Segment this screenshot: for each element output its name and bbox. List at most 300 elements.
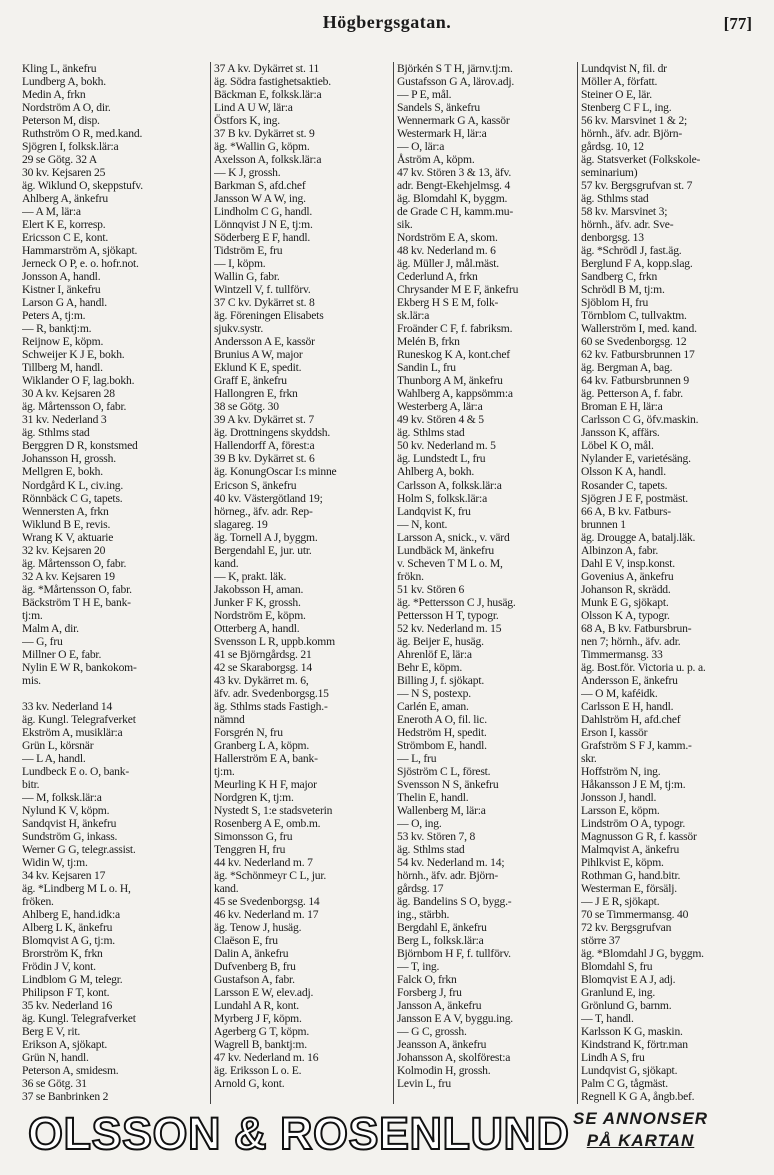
directory-entry: Jansson E A V, byggu.ing. <box>397 1012 514 1026</box>
directory-entry: 58 kv. Marsvinet 3; <box>581 205 668 219</box>
directory-entry: äg. *Blomdahl J G, byggm. <box>581 947 704 961</box>
directory-entry: Hedström H, spedit. <box>397 725 487 739</box>
directory-entry: 47 kv. Nederland m. 16 <box>214 1051 319 1065</box>
directory-entry: Frödin J V, kont. <box>22 960 96 974</box>
directory-entry: Lindström O A, typogr. <box>581 816 686 830</box>
directory-entry: Lundbeck E o. O, bank- <box>22 764 129 778</box>
directory-entry: — G C, grossh. <box>397 1025 467 1039</box>
directory-entry: äg. Sthlms stad <box>397 426 465 440</box>
directory-entry: seminarium) <box>581 166 638 180</box>
directory-entry: Wrang K V, aktuarie <box>22 530 114 544</box>
directory-entry: Hammarström A, sjökapt. <box>22 244 138 258</box>
directory-entry: sik. <box>397 218 413 232</box>
directory-entry: Peterson M, disp. <box>22 114 100 128</box>
directory-entry: Barkman S, afd.chef <box>214 179 306 193</box>
directory-entry: hörnh., äfv. adr. Sve- <box>581 218 674 232</box>
directory-entry: Pihlkvist E, köpm. <box>581 855 664 869</box>
directory-entry: Ahrenlöf E, lär:a <box>397 647 472 661</box>
directory-entry: Larsson A, snick., v. värd <box>397 530 510 544</box>
directory-entry: Meurling K H F, major <box>214 777 317 791</box>
directory-entry: Hallongren E, frkn <box>214 387 298 401</box>
directory-entry: Lindh A S, fru <box>581 1051 645 1065</box>
directory-entry: Nystedt S, 1:e stadsveterin <box>214 803 333 817</box>
directory-entry: Ekström A, musiklär:a <box>22 725 123 739</box>
directory-entry: Möller A, författ. <box>581 75 658 89</box>
directory-entry: Nordström E A, skom. <box>397 231 498 245</box>
directory-entry: äg. Blomdahl K, byggm. <box>397 192 508 206</box>
directory-entry: Reijnow E, köpm. <box>22 335 104 349</box>
directory-entry: bitr. <box>22 777 40 791</box>
directory-entry: 62 kv. Fatbursbrunnen 17 <box>581 348 695 362</box>
directory-entry: Wintzell V, f. tullförv. <box>214 283 311 297</box>
directory-entry: Schrödl B M, tj:m. <box>581 283 665 297</box>
directory-entry: 49 kv. Stören 4 & 5 <box>397 413 484 427</box>
directory-entry: Levin L, fru <box>397 1077 451 1091</box>
directory-entry: Dahlström H, afd.chef <box>581 712 681 726</box>
directory-entry: Strömbom E, handl. <box>397 738 487 752</box>
directory-entry: nen 7; hörnh., äfv. adr. <box>581 634 681 648</box>
directory-entry: Philipson F T, kont. <box>22 986 110 1000</box>
directory-entry: — L, fru <box>397 751 437 765</box>
directory-entry: 31 kv. Nederland 3 <box>22 413 107 427</box>
directory-entry: Bäckman E, folksk.lär:a <box>214 88 322 102</box>
directory-entry: Brorström K, frkn <box>22 947 103 961</box>
directory-entry: frökn. <box>397 569 424 583</box>
directory-entry: Jansson K, affärs. <box>581 426 660 440</box>
directory-entry: Stenberg C F L, ing. <box>581 101 672 115</box>
directory-entry: 40 kv. Västergötland 19; <box>214 491 323 505</box>
directory-entry: Jerneck O P, e. o. hofr.not. <box>22 257 139 271</box>
directory-entry: Claëson E, fru <box>214 934 278 948</box>
directory-entry: Chrysander M E F, änkefru <box>397 283 519 297</box>
directory-entry: äg. Sthlms stad <box>22 426 90 440</box>
directory-entry: hörnh., äfv. adr. Björn- <box>397 868 499 882</box>
directory-entry: äg. *Lindberg M L o. H, <box>22 881 131 895</box>
directory-entry: Tillberg M, handl. <box>22 361 103 375</box>
directory-entry: Forsberg J, fru <box>397 986 462 1000</box>
directory-entry: Nylund K V, köpm. <box>22 803 110 817</box>
page-header <box>0 12 774 42</box>
directory-entry: Svensson N S, änkefru <box>397 777 499 791</box>
directory-entry: — M, folksk.lär:a <box>22 790 102 804</box>
directory-entry: denborgsg. 13 <box>581 231 644 245</box>
directory-entry: Jansson W A W, ing. <box>214 192 306 206</box>
directory-entry: Dalin A, änkefru <box>214 947 289 961</box>
directory-entry: Wennermark G A, kassör <box>397 114 510 128</box>
directory-entry: Wagrell B, banktj:m. <box>214 1038 307 1052</box>
directory-entry: Alberg L K, änkefru <box>22 921 113 935</box>
directory-entry: äg. Kungl. Telegrafverket <box>22 712 136 726</box>
directory-entry: Lönnqvist J N E, tj:m. <box>214 218 313 232</box>
directory-entry: Froänder C F, f. fabriksm. <box>397 322 513 336</box>
column-2 <box>210 62 393 1104</box>
directory-entry: Munk E G, sjökapt. <box>581 595 669 609</box>
directory-entry: Holm S, folksk.lär:a <box>397 491 488 505</box>
directory-entry: Medin A, frkn <box>22 88 86 102</box>
advertisement-note <box>573 1108 708 1152</box>
directory-entry: Agerberg G T, köpm. <box>214 1025 310 1039</box>
directory-entry: äg. Sthlms stads Fastigh.- <box>214 699 328 713</box>
directory-entry: äg. Sthlms stad <box>581 192 649 206</box>
directory-entry: Berg L, folksk.lär:a <box>397 934 484 948</box>
directory-entry: äg. Lundstedt L, fru <box>397 452 486 466</box>
directory-entry: Sjöblom H, fru <box>581 296 649 310</box>
directory-entry: 45 se Svedenborgsg. 14 <box>214 895 320 908</box>
directory-entry: Brunius A W, major <box>214 348 303 362</box>
advertisement-line-2: PÅ KARTAN <box>586 1131 695 1150</box>
directory-entry: Lundbäck M, änkefru <box>397 543 494 557</box>
directory-entry: adr. Bengt-Ekehjelmsg. 4 <box>397 179 511 193</box>
directory-entry: äg. Wiklund O, skeppstufv. <box>22 179 143 193</box>
directory-entry: Graff E, änkefru <box>214 374 287 388</box>
directory-entry: Grönlund G, barnm. <box>581 999 672 1013</box>
directory-entry: äg. Bergman A, bag. <box>581 361 673 375</box>
directory-entry: Svensson L R, uppb.komm <box>214 634 335 648</box>
directory-entry: Nordgård K L, civ.ing. <box>22 478 124 492</box>
directory-entry: Jonsson J, handl. <box>581 790 657 804</box>
directory-entry: — G, fru <box>22 634 63 648</box>
directory-entry: Carlsson A, folksk.lär:a <box>397 478 502 492</box>
directory-entry: fröken. <box>22 895 54 908</box>
directory-entry: sk.lär:a <box>397 309 430 323</box>
directory-entry: Wallenberg M, lär:a <box>397 803 486 817</box>
directory-entry: Karlsson K G, maskin. <box>581 1025 683 1039</box>
directory-entry: Elert K E, korresp. <box>22 218 106 232</box>
directory-entry: 64 kv. Fatbursbrunnen 9 <box>581 374 689 388</box>
directory-entry: Junker F K, grossh. <box>214 595 301 609</box>
directory-entry: Olsson K A, handl. <box>581 465 666 479</box>
directory-entry: Magnusson G R, f. kassör <box>581 829 697 843</box>
directory-entry: Wiklander O F, lag.bokh. <box>22 374 135 388</box>
directory-entry: 37 se Banbrinken 2 <box>22 1090 109 1104</box>
directory-entry: hörneg., äfv. adr. Rep- <box>214 504 313 518</box>
directory-entry: Björkén S T H, järnv.tj:m. <box>397 62 513 75</box>
directory-entry: Malmqvist A, änkefru <box>581 842 680 856</box>
directory-entry: Granlund E, ing. <box>581 986 656 1000</box>
directory-entry: de Grade C H, kamm.mu- <box>397 205 514 219</box>
directory-entry: 37 C kv. Dykärret st. 8 <box>214 296 315 310</box>
directory-entry: kand. <box>214 881 239 895</box>
directory-entry: Tenggren H, fru <box>214 842 286 856</box>
directory-entry: Olsson K A, typogr. <box>581 608 670 622</box>
directory-entry: 54 kv. Nederland m. 14; <box>397 855 505 869</box>
directory-entry: 44 kv. Nederland m. 7 <box>214 855 313 869</box>
directory-entry: äg. Drougge A, batalj.läk. <box>581 530 696 544</box>
directory-entry: Andersson E, änkefru <box>581 673 678 687</box>
directory-entry: Granberg L A, köpm. <box>214 738 310 752</box>
directory-entry: — T, handl. <box>581 1012 634 1026</box>
directory-entry: Bergendahl E, jur. utr. <box>214 543 312 557</box>
directory-entry: Gustafson A, fabr. <box>214 973 295 987</box>
directory-entry: Larsson E W, elev.adj. <box>214 986 314 1000</box>
directory-entry: Erikson A, sjökapt. <box>22 1038 108 1052</box>
directory-entry: 39 A kv. Dykärret st. 7 <box>214 413 314 427</box>
directory-entry: äg. Eriksson L o. E. <box>214 1064 302 1078</box>
directory-entry: äg. *Mårtensson O, fabr. <box>22 582 132 596</box>
column-4 <box>577 62 762 1104</box>
column-1 <box>22 62 210 1104</box>
directory-entry: Håkansson J E M, tj:m. <box>581 777 686 791</box>
directory-entry: — P E, mål. <box>397 88 452 102</box>
directory-entry: Sundström G, inkass. <box>22 829 118 843</box>
directory-entry: hörnh., äfv. adr. Björn- <box>581 127 683 141</box>
directory-entry: Westerman E, försälj. <box>581 881 677 895</box>
directory-entry: 30 A kv. Kejsaren 28 <box>22 387 115 401</box>
directory-entry: äg. *Schönmeyr C L, jur. <box>214 868 327 882</box>
directory-entry: 56 kv. Marsvinet 1 & 2; <box>581 114 688 128</box>
directory-entry: — K, prakt. läk. <box>214 569 287 583</box>
directory-entry: äg. Södra fastighetsaktieb. <box>214 75 331 89</box>
directory-entry: Sjögren I, folksk.lär:a <box>22 140 119 154</box>
directory-entry: 42 se Skaraborgsg. 14 <box>214 660 312 674</box>
directory-entry: Grün L, körsnär <box>22 738 94 752</box>
directory-entry: Landqvist K, fru <box>397 504 471 518</box>
directory-entry: — A M, lär:a <box>22 205 81 219</box>
directory-entry: Carlén E, aman. <box>397 699 469 713</box>
directory-entry: Lundqvist G, sjökapt. <box>581 1064 678 1078</box>
directory-entry: Grün N, handl. <box>22 1051 89 1065</box>
directory-entry: — T, ing. <box>397 960 440 974</box>
directory-entry: Kolmodin H, grossh. <box>397 1064 491 1078</box>
directory-entry: 60 se Svedenborgsg. 12 <box>581 335 687 349</box>
directory-entry: äg. Föreningen Elisabets <box>214 309 324 323</box>
directory-entry: Lundberg A, bokh. <box>22 75 106 89</box>
advertisement-footer <box>28 1106 768 1162</box>
directory-entry: Sandels S, änkefru <box>397 101 481 115</box>
directory-entry: — J E R, sjökapt. <box>581 895 660 908</box>
directory-entry: gårdsg. 17 <box>397 881 444 895</box>
directory-entry: Hallendorff A, förest:a <box>214 439 315 453</box>
directory-entry: — N, kont. <box>397 517 448 531</box>
directory-entry: Nylander E, varietésäng. <box>581 452 691 466</box>
directory-entry: Bergdahl E, änkefru <box>397 921 487 935</box>
directory-entry: Peters A, tj:m. <box>22 309 86 323</box>
directory-entry: Ericson S, änkefru <box>214 478 297 492</box>
directory-entry: Östfors K, ing. <box>214 114 280 128</box>
directory-entry: Dahl E V, insp.konst. <box>581 556 675 570</box>
directory-entry: skr. <box>581 751 597 765</box>
advertisement-line-1: SE ANNONSER <box>573 1109 709 1128</box>
directory-entry: äg. Bost.för. Victoria u. p. a. <box>581 660 706 674</box>
directory-entry: 34 kv. Kejsaren 17 <box>22 868 106 882</box>
directory-entry: Larson G A, handl. <box>22 296 107 310</box>
directory-entry: Millner O E, fabr. <box>22 647 102 661</box>
directory-entry: Melén B, frkn <box>397 335 460 349</box>
directory-entry: Lindholm C G, handl. <box>214 205 313 219</box>
directory-entry: kand. <box>214 556 239 570</box>
directory-entry: Billing J, f. sjökapt. <box>397 673 485 687</box>
directory-entry: äg. Sthlms stad <box>397 842 465 856</box>
page-title: Högbergsgatan. <box>322 12 452 32</box>
directory-entry: Rosenberg A E, omb.m. <box>214 816 321 830</box>
directory-entry: Sandberg C, frkn <box>581 270 658 284</box>
directory-entry: Runeskog K A, kont.chef <box>397 348 510 362</box>
directory-entry: 50 kv. Nederland m. 5 <box>397 439 496 453</box>
directory-entry: Wallerström I, med. kand. <box>581 322 697 336</box>
advertiser-brand: OLSSON & ROSENLUND <box>28 1108 570 1159</box>
directory-entry: Peterson A, smidesm. <box>22 1064 119 1078</box>
column-3 <box>393 62 577 1104</box>
directory-entry: Westerberg A, lär:a <box>397 400 483 414</box>
directory-entry: Ahlberg E, hand.idk:a <box>22 908 120 922</box>
directory-entry: Grafström S F J, kamm.- <box>581 738 692 752</box>
directory-entry: tj:m. <box>214 764 235 778</box>
directory-entry: Behr E, köpm. <box>397 660 463 674</box>
directory-entry: — R, banktj:m. <box>22 322 92 336</box>
directory-entry: äg. *Schrödl J, fast.äg. <box>581 244 682 258</box>
directory-entry: Löbel K O, mål. <box>581 439 654 453</box>
directory-entry: Jonsson A, handl. <box>22 270 101 284</box>
directory-entry: Nordström A O, dir. <box>22 101 111 115</box>
directory-entry: Sandqvist H, änkefru <box>22 816 117 830</box>
directory-entry: Rothman G, hand.bitr. <box>581 868 681 882</box>
directory-entry: Erson I, kassör <box>581 725 648 739</box>
directory-entry: Carlsson C G, öfv.maskin. <box>581 413 699 427</box>
directory-entry: Palm C G, tågmäst. <box>581 1077 668 1091</box>
directory-entry: Wahlberg A, kappsömm:a <box>397 387 513 401</box>
directory-entry: Hoffström N, ing. <box>581 764 661 778</box>
directory-entry: Johanson R, skrädd. <box>581 582 671 596</box>
directory-entry: Dufvenberg B, fru <box>214 960 296 974</box>
page-number: [77] <box>723 14 752 33</box>
directory-entry: Sandin L, fru <box>397 361 456 375</box>
directory-entry: 47 kv. Stören 3 & 13, äfv. <box>397 166 512 180</box>
directory-entry: Westermark H, lär:a <box>397 127 487 141</box>
directory-entry: Wiklund B E, revis. <box>22 517 111 531</box>
directory-entry: 68 A, B kv. Fatbursbrun- <box>581 621 692 635</box>
directory-entry: Simonsson G, fru <box>214 829 293 843</box>
directory-entry: äfv. adr. Svedenborgsg.15 <box>214 686 329 700</box>
directory-entry: v. Scheven T M L o. M, <box>397 556 503 570</box>
directory-entry: Werner G G, telegr.assist. <box>22 842 136 856</box>
directory-entry: äg. *Pettersson C J, husäg. <box>397 595 516 609</box>
directory-entry: Lind A U W, lär:a <box>214 101 293 115</box>
directory-entry: Blomqvist E A J, adj. <box>581 973 676 987</box>
directory-entry: 37 A kv. Dykärret st. 11 <box>214 62 320 75</box>
directory-entry: Kindstrand K, förtr.man <box>581 1038 688 1052</box>
directory-entry: Axelsson A, folksk.lär:a <box>214 153 322 167</box>
directory-entry: Sjöström C L, förest. <box>397 764 491 778</box>
directory-entry: äg. Statsverket (Folkskole- <box>581 153 701 167</box>
directory-entry: gårdsg. 10, 12 <box>581 140 644 154</box>
directory-entry: Jakobsson H, aman. <box>214 582 304 596</box>
directory-entry: Wallin G, fabr. <box>214 270 280 284</box>
directory-entry: Falck O, frkn <box>397 973 457 987</box>
directory-entry: Ericsson C E, kont. <box>22 231 109 245</box>
directory-entry: Hallerström E A, bank- <box>214 751 318 765</box>
directory-entry: brunnen 1 <box>581 517 626 531</box>
directory-entry: Sjögren J E F, postmäst. <box>581 491 688 505</box>
directory-entry: 70 se Timmermansg. 40 <box>581 908 689 922</box>
directory-entry: Ahlberg A, änkefru <box>22 192 109 206</box>
directory-entry: Rönnbäck C G, tapets. <box>22 491 123 505</box>
directory-entry: Bäckström T H E, bank- <box>22 595 131 609</box>
directory-entry: äg. Tenow J, husäg. <box>214 921 302 935</box>
directory-entry: 36 se Götg. 31 <box>22 1077 87 1091</box>
directory-entry: — K J, grossh. <box>214 166 281 180</box>
directory-entry: Tidström E, fru <box>214 244 283 258</box>
directory-entry: Blomdahl S, fru <box>581 960 653 974</box>
directory-entry: Eneroth A O, fil. lic. <box>397 712 487 726</box>
directory-entry: Thunborg A M, änkefru <box>397 374 503 388</box>
directory-entry: Söderberg E F, handl. <box>214 231 311 245</box>
directory-entry: 41 se Björngårdsg. 21 <box>214 647 312 661</box>
directory-entry: 38 se Götg. 30 <box>214 400 279 414</box>
directory-entry: 48 kv. Nederland m. 6 <box>397 244 496 258</box>
directory-entry: Carlsson E H, handl. <box>581 699 674 713</box>
directory-entry: 32 A kv. Kejsaren 19 <box>22 569 115 583</box>
directory-entry: Larsson E, köpm. <box>581 803 660 817</box>
directory-entry: Pettersson H T, typogr. <box>397 608 499 622</box>
directory-entry: 43 kv. Dykärret m. 6, <box>214 673 309 687</box>
directory-entry: Steiner O E, lär. <box>581 88 652 102</box>
directory-entry: ing., stärbh. <box>397 908 450 922</box>
directory-entry: Lundahl A R, kont. <box>214 999 299 1013</box>
directory-entry: Widin W, tj:m. <box>22 855 88 869</box>
directory-entry: Myrberg J F, köpm. <box>214 1012 302 1026</box>
directory-entry: 39 B kv. Dykärret st. 6 <box>214 452 315 466</box>
directory-entry: 29 se Götg. 32 A <box>22 153 98 167</box>
directory-entry: — I, köpm. <box>214 257 266 271</box>
directory-entry: Albinzon A, fabr. <box>581 543 659 557</box>
directory-entry: Blomqvist A G, tj:m. <box>22 934 115 948</box>
directory-entry: Otterberg A, handl. <box>214 621 300 635</box>
directory-entry: äg. Bandelins S O, bygg.- <box>397 895 512 908</box>
directory-entry: Thelin E, handl. <box>397 790 469 804</box>
directory-entry: Nordström E, köpm. <box>214 608 306 622</box>
directory-entry: Björnbom H F, f. tullförv. <box>397 947 511 961</box>
directory-entry: 35 kv. Nederland 16 <box>22 999 113 1013</box>
directory-entry: Malm A, dir. <box>22 621 79 635</box>
directory-columns <box>22 62 762 1104</box>
directory-entry: äg. Drottningens skyddsh. <box>214 426 331 440</box>
directory-entry: Johansson A, skolförest:a <box>397 1051 511 1065</box>
directory-entry: Arnold G, kont. <box>214 1077 285 1091</box>
directory-entry: 72 kv. Bergsgrufvan <box>581 921 672 935</box>
directory-entry: 53 kv. Stören 7, 8 <box>397 829 476 843</box>
directory-entry: sjukv.systr. <box>214 322 264 336</box>
directory-entry: Gustafsson G A, lärov.adj. <box>397 75 515 89</box>
directory-entry: 30 kv. Kejsaren 25 <box>22 166 106 180</box>
directory-entry: Govenius A, änkefru <box>581 569 674 583</box>
directory-entry: — O, ing. <box>397 816 442 830</box>
directory-entry: Nylin E W R, bankokom- <box>22 660 137 674</box>
directory-entry: Schweijer K J E, bokh. <box>22 348 125 362</box>
directory-entry: 51 kv. Stören 6 <box>397 582 465 596</box>
directory-entry: Forsgrén N, fru <box>214 725 283 739</box>
directory-entry: 32 kv. Kejsaren 20 <box>22 543 106 557</box>
directory-entry: Wennersten A, frkn <box>22 504 109 518</box>
directory-entry: 37 B kv. Dykärret st. 9 <box>214 127 315 141</box>
directory-entry: 33 kv. Nederland 14 <box>22 699 113 713</box>
directory-entry: Timmermansg. 33 <box>581 647 663 661</box>
directory-entry: — O M, kaféidk. <box>581 686 658 700</box>
directory-entry <box>22 687 210 700</box>
directory-entry: 52 kv. Nederland m. 15 <box>397 621 502 635</box>
directory-entry: Nordgren K, tj:m. <box>214 790 294 804</box>
directory-entry: äg. Tornell A J, byggm. <box>214 530 318 544</box>
directory-entry: slagareg. 19 <box>214 517 268 531</box>
directory-entry: äg. Mårtensson O, fabr. <box>22 556 127 570</box>
directory-entry: Eklund K E, spedit. <box>214 361 302 375</box>
directory-entry: större 37 <box>581 934 621 948</box>
directory-entry: Johansson H, grossh. <box>22 452 116 466</box>
directory-entry: Jansson A, änkefru <box>397 999 482 1013</box>
directory-entry: 57 kv. Bergsgrufvan st. 7 <box>581 179 693 193</box>
directory-entry: Ruthström O R, med.kand. <box>22 127 143 141</box>
directory-entry: Andersson A E, kassör <box>214 335 315 349</box>
directory-entry: 66 A, B kv. Fatburs- <box>581 504 671 518</box>
